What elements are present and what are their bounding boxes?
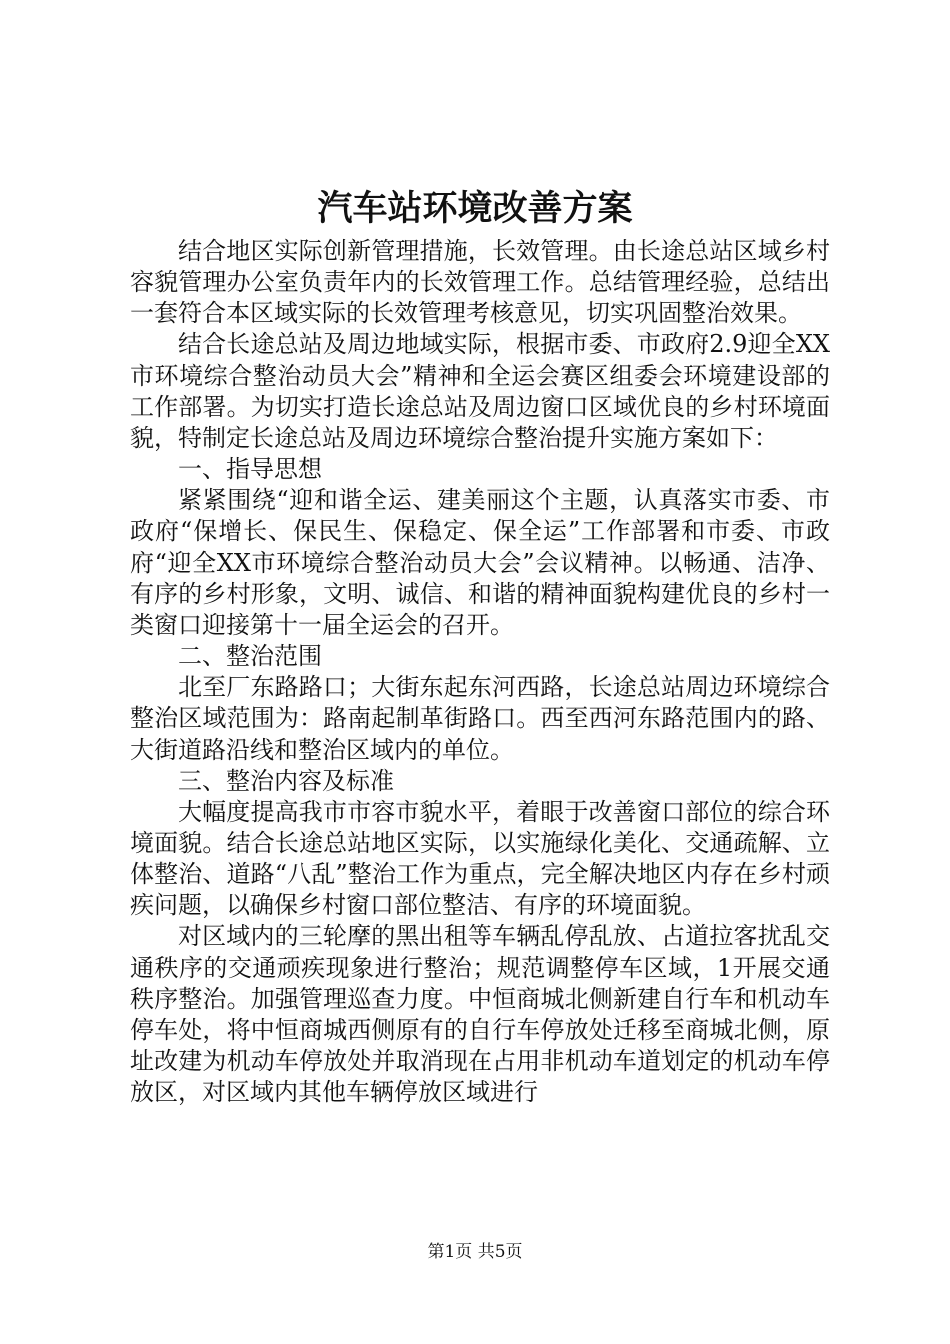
section-heading: 二、整治范围 xyxy=(178,642,322,671)
paragraph: 大幅度提高我市市容市貌水平，着眼于改善窗口部位的综合环境面貌。结合长途总站地区实际，以实施绿化美化、交通疏解、立体整治、道路“八乱”整治工作为重点，完全解决地区内存在乡村顽疾问题，以确保乡村窗口部位整洁、有序的环境面貌。 xyxy=(130,797,830,920)
document-body xyxy=(130,236,830,1108)
section-heading: 三、整治内容及标准 xyxy=(178,766,394,795)
page-title: 汽车站环境改善方案 xyxy=(317,188,633,229)
paragraph: 对区域内的三轮摩的黑出租等车辆乱停乱放、占道拉客扰乱交通秩序的交通顽疾现象进行整治；规范调整停车区域，1开展交通秩序整治。加强管理巡查力度。中恒商城北侧新建自行车和机动车停车处，将中恒商城西侧原有的自行车停放处迁移至商城北侧，原址改建为机动车停放处并取消现在占用非机动车道划定的机动车停放区，对区域内其他车辆停放区域进行 xyxy=(130,922,830,1107)
paragraph: 紧紧围绕“迎和谐全运、建美丽这个主题，认真落实市委、市政府“保增长、保民生、保稳定、保全运”工作部署和市委、市政府“迎全XX市环境综合整治动员大会”会议精神。以畅通、洁净、有序的乡村形象，文明、诚信、和谐的精神面貌构建优良的乡村一类窗口迎接第十一届全运会的召开。 xyxy=(130,486,830,639)
paragraph: 结合地区实际创新管理措施，长效管理。由长途总站区域乡村容貌管理办公室负责年内的长效管理工作。总结管理经验，总结出一套符合本区域实际的长效管理考核意见，切实巩固整治效果。 xyxy=(130,237,830,328)
paragraph: 北至厂东路路口；大街东起东河西路，长途总站周边环境综合整治区域范围为：路南起制革街路口。西至西河东路范围内的路、大街道路沿线和整治区域内的单位。 xyxy=(130,673,830,764)
section-heading: 一、指导思想 xyxy=(178,455,322,484)
page-footer: 第1页 共5页 xyxy=(427,1242,523,1262)
paragraph: 结合长途总站及周边地域实际，根据市委、市政府2.9迎全XX市环境综合整治动员大会”精神和全运会赛区组委会环境建设部的工作部署。为切实打造长途总站及周边窗口区域优良的乡村环境面貌，特制定长途总站及周边环境综合整治提升实施方案如下： xyxy=(130,330,830,452)
